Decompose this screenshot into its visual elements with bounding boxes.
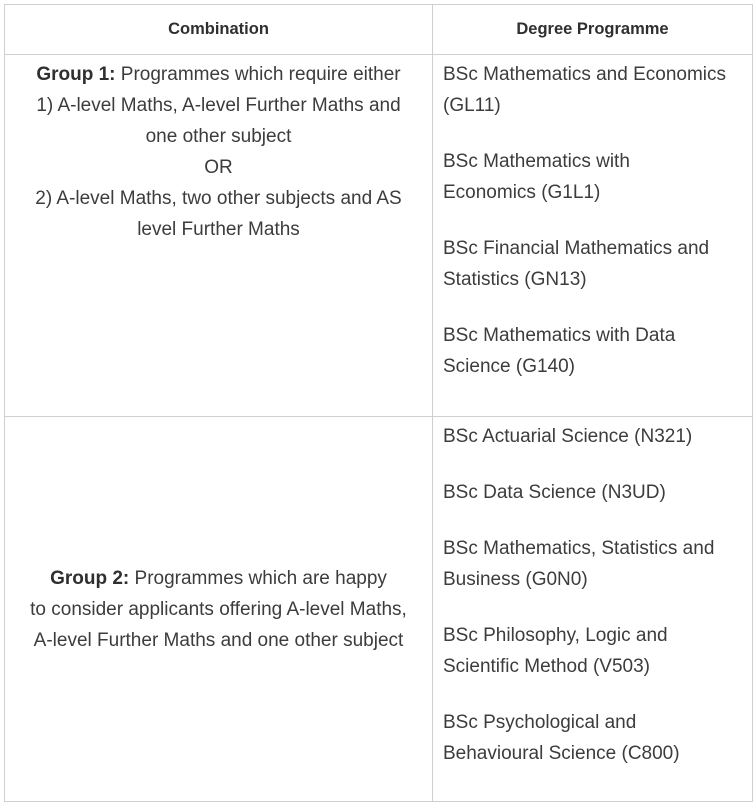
programme-line: BSc Psychological and [443,712,637,733]
group2-line-0-text: Programmes which are happy [134,567,387,589]
group1-combination-cell [5,55,433,417]
list-item [443,320,744,382]
programme-line: BSc Mathematics and Economics [443,64,727,85]
group1-title: Group 1: [36,64,116,85]
list-item [443,620,744,682]
programme-line: BSc Actuarial Science (N321) [443,426,693,447]
group1-line-4: 2) A-level Maths, two other subjects and AS [35,188,402,209]
programme-line: BSc Mathematics, Statistics and [443,538,715,559]
group2-title: Group 2: [50,567,130,589]
programme-line: BSc Data Science (N3UD) [443,482,666,503]
group2-programmes-cell [433,417,753,802]
group1-line-0 [5,59,432,90]
list-item [443,707,744,769]
header-degree-programme: Degree Programme [433,5,753,55]
group1-line-0-text: Programmes which require either [120,64,401,85]
table-header-row [5,5,753,55]
programme-line: BSc Mathematics with [443,151,630,172]
programme-line: (GL11) [443,95,501,116]
list-item [443,233,744,295]
list-item [443,533,744,595]
group2-line-2: A-level Further Maths and one other subject [33,629,404,651]
programme-line: Science (G140) [443,356,576,377]
programme-line: Scientific Method (V503) [443,656,650,677]
programme-line: Economics (G1L1) [443,182,601,203]
group1-programmes-cell [433,55,753,417]
programme-line: Statistics (GN13) [443,269,587,290]
header-combination: Combination [5,5,433,55]
group2-line-1: to consider applicants offering A-level Maths, [30,598,407,620]
programme-table [4,4,753,802]
programme-line: BSc Mathematics with Data [443,325,676,346]
group2-line-0 [5,563,432,594]
table-row [5,55,753,417]
group1-line-2: one other subject [145,126,292,147]
group1-line-3: OR [204,157,233,178]
programme-line: BSc Philosophy, Logic and [443,625,668,646]
list-item [443,146,744,208]
group2-combination-cell [5,417,433,802]
programme-line: BSc Financial Mathematics and [443,238,710,259]
list-item [443,59,744,121]
list-item [443,421,744,452]
table-row [5,417,753,802]
programme-line: Business (G0N0) [443,569,588,590]
group1-line-5: level Further Maths [137,219,300,240]
programme-line: Behavioural Science (C800) [443,743,680,764]
group1-line-1: 1) A-level Maths, A-level Further Maths and [36,95,401,116]
list-item [443,477,744,508]
